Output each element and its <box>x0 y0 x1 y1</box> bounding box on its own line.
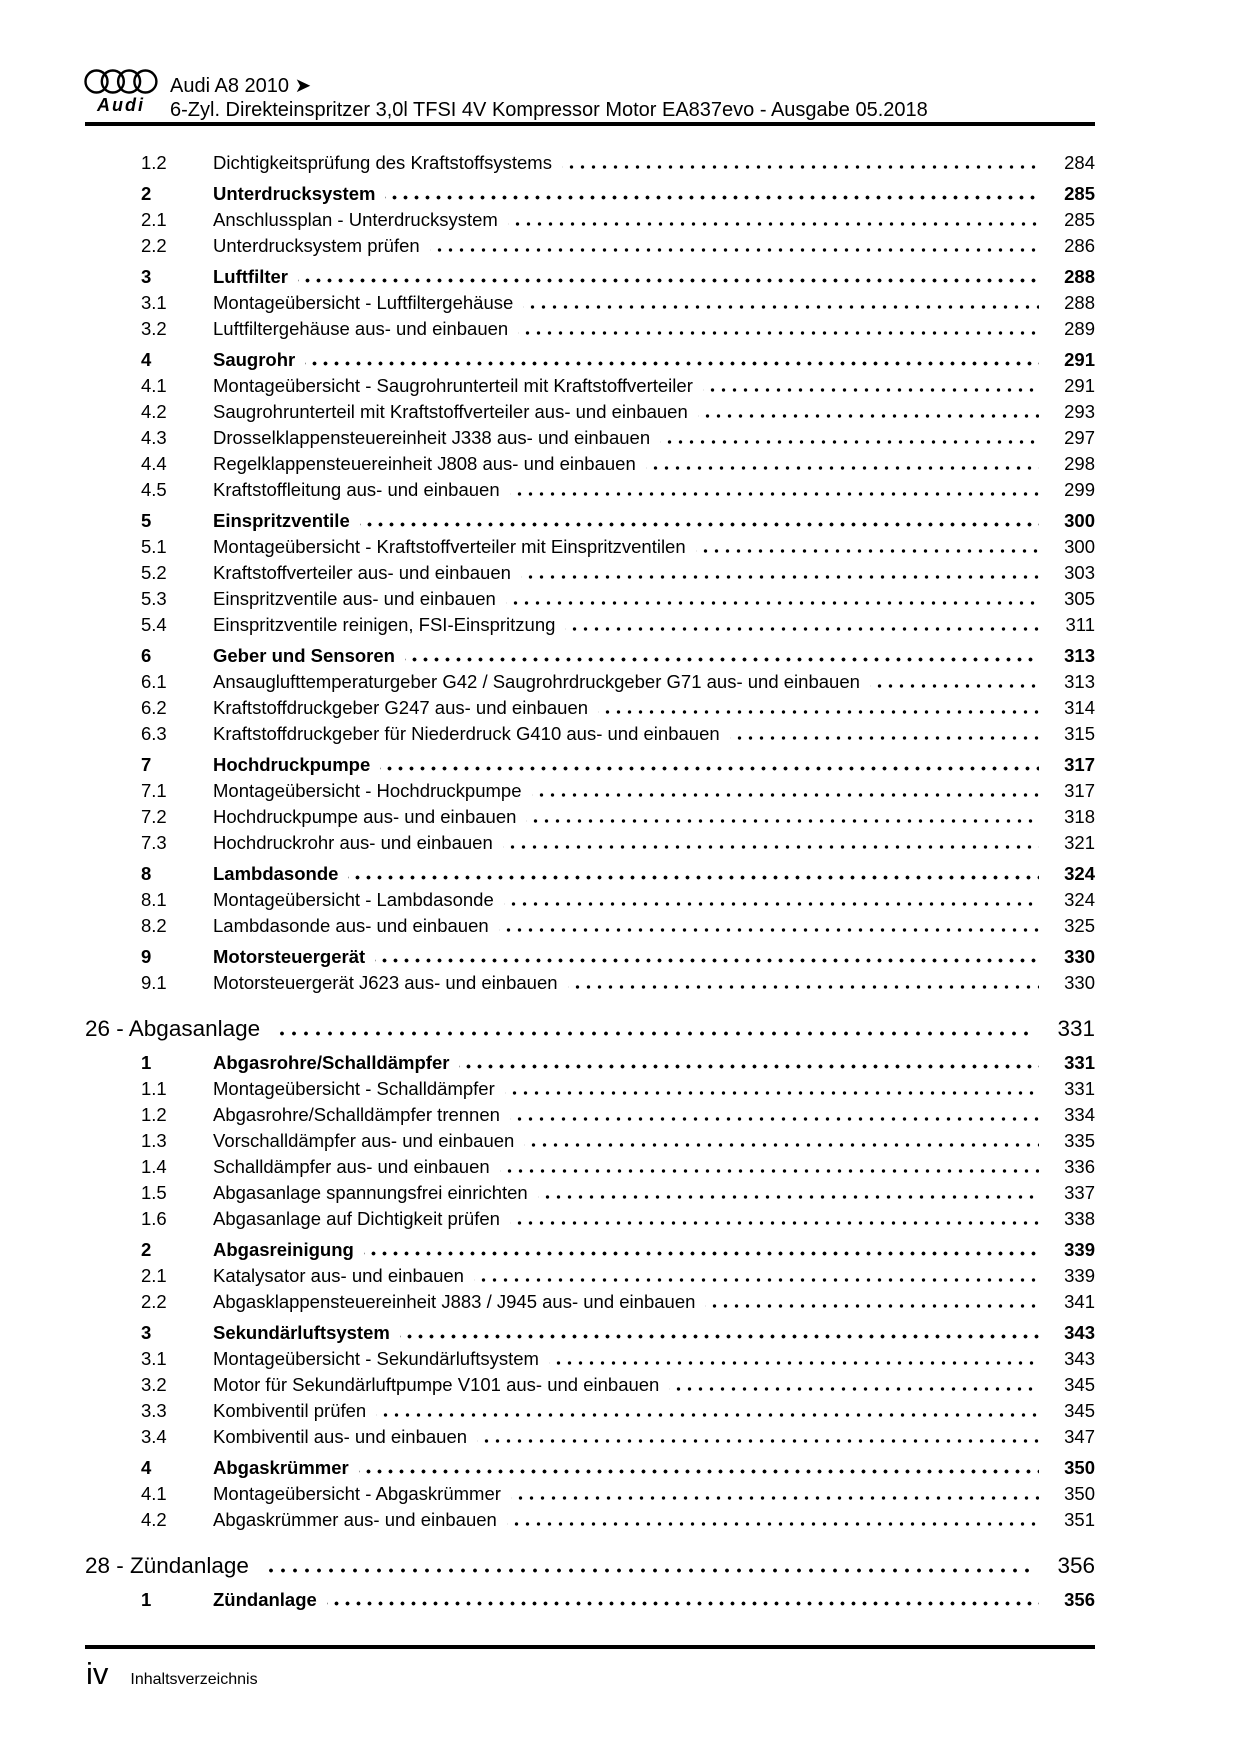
toc-entry-number: 8.1 <box>141 889 167 910</box>
page-footer <box>86 1656 258 1692</box>
toc-entry-page: 291 <box>1064 375 1095 396</box>
dot-leader <box>549 1361 1039 1365</box>
toc-entry-number: 4.2 <box>141 1509 167 1530</box>
dot-leader <box>562 165 1039 169</box>
toc-row <box>85 1180 1095 1206</box>
toc-entry-number: 5.4 <box>141 614 167 635</box>
toc-row <box>85 1050 1095 1076</box>
toc-entry-page: 317 <box>1064 780 1095 801</box>
toc-entry-number: 8.2 <box>141 915 167 936</box>
toc-entry-page: 284 <box>1064 152 1095 173</box>
toc-entry-page: 338 <box>1064 1208 1095 1229</box>
dot-leader <box>506 601 1039 605</box>
toc-row <box>85 669 1095 695</box>
toc-entry-title: Kraftstoffverteiler aus- und einbauen <box>213 562 511 583</box>
toc-row <box>85 612 1095 638</box>
toc-entry-number: 2.1 <box>141 209 167 230</box>
toc-row <box>85 861 1095 887</box>
toc-entry-number: 3.1 <box>141 1348 167 1369</box>
toc-row <box>85 560 1095 586</box>
toc-entry-page: 300 <box>1064 510 1095 531</box>
toc-entry-number: 4.1 <box>141 375 167 396</box>
dot-leader <box>660 440 1039 444</box>
toc-entry-page: 345 <box>1064 1400 1095 1421</box>
toc-row <box>85 1154 1095 1180</box>
dot-leader <box>510 1117 1039 1121</box>
dot-leader <box>430 248 1039 252</box>
toc-row <box>85 721 1095 747</box>
toc-entry-title: Abgasanlage spannungsfrei einrichten <box>213 1182 528 1203</box>
toc-entry-number: 3 <box>141 266 152 287</box>
toc-entry-page: 336 <box>1064 1156 1095 1177</box>
dot-leader <box>477 1439 1039 1443</box>
toc-entry-title: Zündanlage <box>213 1589 317 1610</box>
toc-entry-title: Hochdruckpumpe aus- und einbauen <box>213 806 517 827</box>
toc-row <box>85 347 1095 373</box>
toc-entry-page: 315 <box>1064 723 1095 744</box>
toc-row <box>85 1102 1095 1128</box>
toc-entry-number: 3.2 <box>141 1374 167 1395</box>
toc-entry-title: Montageübersicht - Abgaskrümmer <box>213 1483 501 1504</box>
dot-leader <box>400 1334 1039 1339</box>
footer-section-label: Inhaltsverzeichnis <box>130 1671 258 1688</box>
dot-leader <box>364 1251 1039 1256</box>
toc-entry-title: Kraftstoffdruckgeber für Niederdruck G410 aus- und einbauen <box>213 723 720 744</box>
toc-entry-number: 7.1 <box>141 780 167 801</box>
toc-entry-number: 4 <box>141 349 152 370</box>
toc-row <box>85 643 1095 669</box>
toc-row <box>85 1481 1095 1507</box>
toc-entry-title: Abgasreinigung <box>213 1239 354 1260</box>
toc-entry-title: Saugrohr <box>213 349 296 370</box>
dot-leader <box>376 1413 1039 1417</box>
toc-entry-title: Geber und Sensoren <box>213 645 395 666</box>
toc-entry-number: 3.2 <box>141 318 167 339</box>
toc-row <box>85 1206 1095 1232</box>
toc-entry-page: 335 <box>1064 1130 1095 1151</box>
toc-entry-number: 1.1 <box>141 1078 167 1099</box>
dot-leader <box>474 1278 1039 1282</box>
dot-leader <box>459 1064 1039 1069</box>
toc-entry-title: Regelklappensteuereinheit J808 aus- und einbauen <box>213 453 636 474</box>
toc-entry-page: 343 <box>1064 1348 1095 1369</box>
dot-leader <box>327 1601 1039 1606</box>
toc-entry-number: 7.3 <box>141 832 167 853</box>
toc-entry-page: 314 <box>1064 697 1095 718</box>
footer-divider <box>85 1645 1095 1649</box>
toc-entry-number: 2 <box>141 1239 152 1260</box>
toc-row <box>85 477 1095 503</box>
toc-entry-number: 3.3 <box>141 1400 167 1421</box>
toc-entry-page: 351 <box>1064 1509 1095 1530</box>
toc-entry-title: Schalldämpfer aus- und einbauen <box>213 1156 490 1177</box>
toc-entry-page: 324 <box>1064 889 1095 910</box>
toc-row <box>85 913 1095 939</box>
dot-leader <box>568 985 1039 989</box>
toc-row <box>85 373 1095 399</box>
toc-entry-page: 318 <box>1064 806 1095 827</box>
toc-entry-number: 4.1 <box>141 1483 167 1504</box>
toc-entry-title: Saugrohrunterteil mit Kraftstoffverteiler aus- und einbauen <box>213 401 688 422</box>
toc-entry-page: 345 <box>1064 1374 1095 1395</box>
toc-entry-number: 6.2 <box>141 697 167 718</box>
dot-leader <box>510 492 1039 496</box>
toc-entry-title: Abgasanlage auf Dichtigkeit prüfen <box>213 1208 500 1229</box>
toc-entry-title: Einspritzventile <box>213 510 350 531</box>
dot-leader <box>505 1091 1039 1095</box>
dot-leader <box>272 1031 1035 1036</box>
toc-row <box>85 804 1095 830</box>
dot-leader <box>359 1469 1039 1474</box>
toc-entry-title: Dichtigkeitsprüfung des Kraftstoffsystems <box>213 152 552 173</box>
toc-entry-title: Motorsteuergerät J623 aus- und einbauen <box>213 972 558 993</box>
header-divider <box>85 122 1095 126</box>
dot-leader <box>730 736 1039 740</box>
toc-entry-title: Motorsteuergerät <box>213 946 366 967</box>
dot-leader <box>565 627 1039 631</box>
toc-entry-page: 347 <box>1064 1426 1095 1447</box>
audi-rings-icon <box>84 68 158 95</box>
toc-row <box>85 150 1095 176</box>
toc-row <box>85 1289 1095 1315</box>
toc-entry-number: 7 <box>141 754 152 775</box>
dot-leader <box>521 575 1039 579</box>
toc-row <box>85 1372 1095 1398</box>
footer-page-number: iv <box>86 1656 109 1691</box>
toc-entry-title: Ansauglufttemperaturgeber G42 / Saugrohrdruckgeber G71 aus- und einbauen <box>213 671 860 692</box>
dot-leader <box>518 331 1039 335</box>
dot-leader <box>646 466 1039 470</box>
toc-entry-title: Abgasrohre/Schalldämpfer <box>213 1052 450 1073</box>
toc-entry-page: 285 <box>1064 183 1095 204</box>
dot-leader <box>507 1522 1039 1526</box>
toc-entry-number: 9.1 <box>141 972 167 993</box>
dot-leader <box>305 361 1039 366</box>
toc-entry-title: Luftfiltergehäuse aus- und einbauen <box>213 318 509 339</box>
dot-leader <box>510 1221 1039 1225</box>
toc-entry-number: 1.3 <box>141 1130 167 1151</box>
dot-leader <box>598 710 1039 714</box>
dot-leader <box>375 958 1039 963</box>
toc-row <box>85 207 1095 233</box>
toc-entry-page: 298 <box>1064 453 1095 474</box>
toc-row <box>85 233 1095 259</box>
toc-entry-page: 303 <box>1064 562 1095 583</box>
dot-leader <box>698 414 1039 418</box>
toc-entry-page: 339 <box>1064 1239 1095 1260</box>
toc-entry-page: 286 <box>1064 235 1095 256</box>
dot-leader <box>503 845 1039 849</box>
dot-leader <box>500 1169 1039 1173</box>
toc-entry-title: Abgasklappensteuereinheit J883 / J945 aus- und einbauen <box>213 1291 696 1312</box>
toc-entry-number: 7.2 <box>141 806 167 827</box>
toc-entry-number: 1 <box>141 1589 152 1610</box>
dot-leader <box>532 793 1040 797</box>
toc-entry-page: 297 <box>1064 427 1095 448</box>
toc-entry-page: 356 <box>1057 1553 1095 1578</box>
toc-entry-title: Abgasrohre/Schalldämpfer trennen <box>213 1104 500 1125</box>
toc-row <box>85 1346 1095 1372</box>
toc-entry-title: Kombiventil prüfen <box>213 1400 367 1421</box>
toc-row <box>85 1013 1095 1045</box>
dot-leader <box>385 195 1039 200</box>
toc-entry-page: 293 <box>1064 401 1095 422</box>
dot-leader <box>504 902 1039 906</box>
toc-entry-title: Unterdrucksystem prüfen <box>213 235 420 256</box>
toc-row <box>85 1455 1095 1481</box>
toc-row <box>85 1587 1095 1613</box>
toc-entry-number: 3.1 <box>141 292 167 313</box>
toc-entry-number: 1.6 <box>141 1208 167 1229</box>
toc-entry-title: Montageübersicht - Sekundärluftsystem <box>213 1348 539 1369</box>
toc-entry-page: 331 <box>1064 1052 1095 1073</box>
dot-leader <box>870 684 1039 688</box>
dot-leader <box>538 1195 1039 1199</box>
header-model-line: Audi A8 2010 ➤ <box>170 75 312 97</box>
toc-entry-number: 5 <box>141 510 152 531</box>
dot-leader <box>705 1304 1039 1308</box>
toc-entry-title: Lambdasonde aus- und einbauen <box>213 915 489 936</box>
toc-entry-number: 6.1 <box>141 671 167 692</box>
toc-row <box>85 1424 1095 1450</box>
toc-row <box>85 1128 1095 1154</box>
toc-entry-title: Lambdasonde <box>213 863 339 884</box>
toc-entry-title: Montageübersicht - Saugrohrunterteil mit Kraftstoffverteiler <box>213 375 693 396</box>
dot-leader <box>523 305 1039 309</box>
toc-row <box>85 1237 1095 1263</box>
toc-row <box>85 425 1095 451</box>
toc-row <box>85 944 1095 970</box>
toc-entry-title: Montageübersicht - Schalldämpfer <box>213 1078 495 1099</box>
toc-entry-title: Anschlussplan - Unterdrucksystem <box>213 209 498 230</box>
toc-entry-page: 334 <box>1064 1104 1095 1125</box>
toc-entry-page: 331 <box>1057 1016 1095 1041</box>
toc-entry-page: 288 <box>1064 266 1095 287</box>
toc-entry-title: Montageübersicht - Kraftstoffverteiler mit Einspritzventilen <box>213 536 686 557</box>
toc-entry-title: Vorschalldämpfer aus- und einbauen <box>213 1130 515 1151</box>
toc-entry-title: Kraftstoffdruckgeber G247 aus- und einbauen <box>213 697 589 718</box>
toc-entry-page: 321 <box>1064 832 1095 853</box>
toc-entry-title: Abgaskrümmer <box>213 1457 349 1478</box>
toc-entry-page: 311 <box>1065 614 1095 635</box>
toc-entry-page: 285 <box>1064 209 1095 230</box>
toc-entry-page: 313 <box>1064 671 1095 692</box>
toc-entry-title: Kombiventil aus- und einbauen <box>213 1426 468 1447</box>
toc-row <box>85 752 1095 778</box>
toc-entry-number: 3 <box>141 1322 152 1343</box>
toc-entry-number: 4 <box>141 1457 152 1478</box>
toc-entry-title: Unterdrucksystem <box>213 183 376 204</box>
toc-entry-page: 300 <box>1064 536 1095 557</box>
toc-entry-number: 2.2 <box>141 1291 167 1312</box>
toc-entry-title: Motor für Sekundärluftpumpe V101 aus- und einbauen <box>213 1374 660 1395</box>
toc-entry-number: 1 <box>141 1052 152 1073</box>
toc-entry-page: 305 <box>1064 588 1095 609</box>
toc-row <box>85 778 1095 804</box>
toc-entry-page: 324 <box>1064 863 1095 884</box>
toc-entry-number: 4.2 <box>141 401 167 422</box>
toc-entry-page: 343 <box>1064 1322 1095 1343</box>
toc-entry-title: Einspritzventile reinigen, FSI-Einspritzung <box>213 614 556 635</box>
toc-chapter-label: 26 - Abgasanlage <box>85 1016 261 1041</box>
toc-entry-number: 4.3 <box>141 427 167 448</box>
toc-row <box>85 399 1095 425</box>
audi-wordmark: Audi <box>97 95 145 115</box>
toc-entry-page: 291 <box>1064 349 1095 370</box>
header-engine-line: 6-Zyl. Direkteinspritzer 3,0l TFSI 4V Kompressor Motor EA837evo - Ausgabe 05.2018 <box>170 99 928 121</box>
toc-row <box>85 181 1095 207</box>
toc-entry-number: 5.3 <box>141 588 167 609</box>
dot-leader <box>261 1568 1035 1573</box>
toc-entry-title: Montageübersicht - Hochdruckpumpe <box>213 780 522 801</box>
toc-row <box>85 451 1095 477</box>
toc-row <box>85 887 1095 913</box>
toc-entry-number: 5.2 <box>141 562 167 583</box>
toc-entry-title: Montageübersicht - Lambdasonde <box>213 889 494 910</box>
dot-leader <box>696 549 1039 553</box>
dot-leader <box>298 278 1039 283</box>
toc-entry-page: 339 <box>1064 1265 1095 1286</box>
dot-leader <box>508 222 1039 226</box>
toc-entry-number: 4.4 <box>141 453 167 474</box>
toc-row <box>85 1320 1095 1346</box>
toc-entry-title: Hochdruckrohr aus- und einbauen <box>213 832 493 853</box>
toc-row <box>85 264 1095 290</box>
toc-entry-page: 313 <box>1064 645 1095 666</box>
toc-entry-page: 330 <box>1064 946 1095 967</box>
toc-entry-number: 2 <box>141 183 152 204</box>
dot-leader <box>380 766 1039 771</box>
toc-entry-number: 3.4 <box>141 1426 167 1447</box>
toc-entry-page: 331 <box>1064 1078 1095 1099</box>
toc-entry-number: 2.1 <box>141 1265 167 1286</box>
dot-leader <box>526 819 1039 823</box>
toc-entry-number: 4.5 <box>141 479 167 500</box>
toc-row <box>85 316 1095 342</box>
dot-leader <box>524 1143 1039 1147</box>
toc-row <box>85 1507 1095 1533</box>
toc-entry-number: 6 <box>141 645 152 666</box>
toc-row <box>85 1263 1095 1289</box>
toc-entry-number: 2.2 <box>141 235 167 256</box>
dot-leader <box>703 388 1039 392</box>
toc-entry-number: 6.3 <box>141 723 167 744</box>
toc-entry-page: 299 <box>1064 479 1095 500</box>
toc-entry-number: 1.4 <box>141 1156 167 1177</box>
dot-leader <box>360 522 1039 527</box>
dot-leader <box>669 1387 1039 1391</box>
toc-entry-title: Luftfilter <box>213 266 289 287</box>
toc-list <box>85 150 1095 1613</box>
toc-entry-page: 288 <box>1064 292 1095 313</box>
toc-entry-page: 350 <box>1064 1483 1095 1504</box>
toc-entry-title: Drosselklappensteuereinheit J338 aus- und einbauen <box>213 427 651 448</box>
toc-entry-title: Hochdruckpumpe <box>213 754 371 775</box>
toc-row <box>85 695 1095 721</box>
dot-leader <box>348 875 1039 880</box>
toc-entry-page: 325 <box>1064 915 1095 936</box>
toc-entry-number: 5.1 <box>141 536 167 557</box>
toc-chapter-label: 28 - Zündanlage <box>85 1553 249 1578</box>
dot-leader <box>405 657 1039 662</box>
toc-row <box>85 508 1095 534</box>
toc-entry-title: Katalysator aus- und einbauen <box>213 1265 464 1286</box>
toc-entry-number: 1.2 <box>141 1104 167 1125</box>
toc-row <box>85 1398 1095 1424</box>
toc-entry-title: Montageübersicht - Luftfiltergehäuse <box>213 292 514 313</box>
toc-entry-page: 289 <box>1064 318 1095 339</box>
toc-entry-title: Abgaskrümmer aus- und einbauen <box>213 1509 497 1530</box>
toc-row <box>85 1550 1095 1582</box>
toc-row <box>85 586 1095 612</box>
toc-row <box>85 290 1095 316</box>
dot-leader <box>499 928 1039 932</box>
toc-row <box>85 534 1095 560</box>
toc-row <box>85 970 1095 996</box>
toc-entry-number: 1.2 <box>141 152 167 173</box>
toc-entry-title: Sekundärluftsystem <box>213 1322 390 1343</box>
toc-entry-title: Kraftstoffleitung aus- und einbauen <box>213 479 500 500</box>
toc-entry-title: Einspritzventile aus- und einbauen <box>213 588 496 609</box>
toc-entry-number: 9 <box>141 946 152 967</box>
toc-row <box>85 830 1095 856</box>
toc-entry-page: 337 <box>1064 1182 1095 1203</box>
toc-entry-number: 1.5 <box>141 1182 167 1203</box>
toc-entry-page: 341 <box>1064 1291 1095 1312</box>
toc-entry-page: 356 <box>1064 1589 1095 1610</box>
toc-entry-page: 330 <box>1064 972 1095 993</box>
toc-entry-page: 350 <box>1064 1457 1095 1478</box>
header-text-block <box>170 74 928 122</box>
audi-logo <box>84 68 158 114</box>
toc-row <box>85 1076 1095 1102</box>
dot-leader <box>511 1496 1039 1500</box>
toc-entry-page: 317 <box>1064 754 1095 775</box>
toc-entry-number: 8 <box>141 863 152 884</box>
